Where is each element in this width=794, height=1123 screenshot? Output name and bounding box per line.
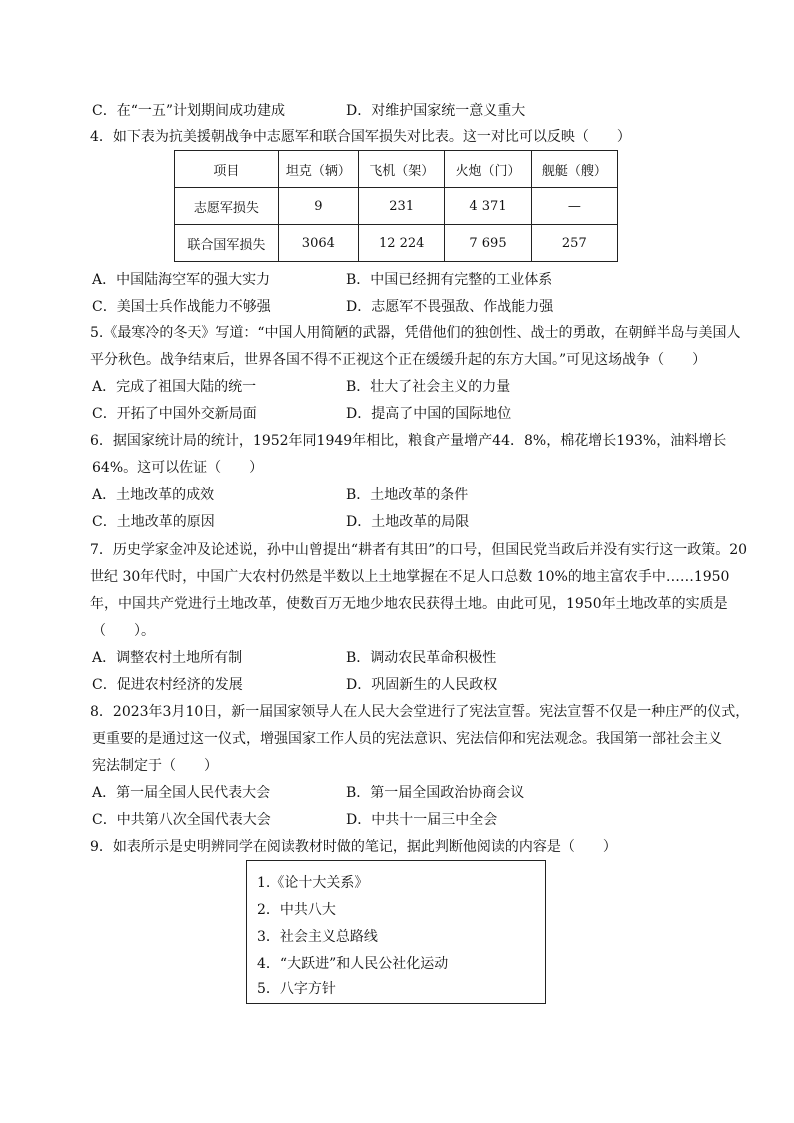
q8-option-b: B．第一届全国政治协商会议 [346, 785, 525, 801]
table-cell: 4 371 [445, 188, 531, 225]
table-cell: 12 224 [359, 225, 445, 262]
q8-stem-line3: 宪法制定于（ ） [92, 758, 218, 774]
note-item: 1.《论十大关系》 [257, 875, 369, 891]
q8-option-a: A．第一届全国人民代表大会 [92, 785, 271, 801]
loss-comparison-table [174, 150, 618, 262]
q6-option-a: A．土地改革的成效 [92, 487, 215, 503]
q7-option-c: C．促进农村经济的发展 [92, 677, 243, 693]
q6-stem-line2: 64%。这可以佐证（ ） [92, 460, 264, 476]
q7-stem-line4: （ ）。 [92, 623, 155, 639]
q7-stem-line1: 7．历史学家金冲及论述说，孙中山曾提出“耕者有其田”的口号，但国民党当政后并没有实行这一政策。20 [90, 542, 748, 558]
q4-stem: 4．如下表为抗美援朝战争中志愿军和联合国军损失对比表。这一对比可以反映（ ） [90, 129, 631, 145]
table-cell: — [531, 188, 617, 225]
table-cell: 7 695 [445, 225, 531, 262]
q3-option-d: D．对维护国家统一意义重大 [346, 103, 526, 119]
q8-stem-line1: 8．2023年3月10日，新一届国家领导人在人民大会堂进行了宪法宣誓。宪法宣誓不仅是一种庄严的仪式， [90, 704, 750, 720]
table-header-cell: 飞机（架） [359, 151, 445, 188]
table-header-cell: 火炮（门） [445, 151, 531, 188]
q4-option-c: C．美国士兵作战能力不够强 [92, 299, 271, 315]
table-header-cell: 坦克（辆） [278, 151, 358, 188]
q4-option-d: D．志愿军不畏强敌、作战能力强 [346, 299, 554, 315]
table-cell: 3064 [278, 225, 358, 262]
note-item: 5．八字方针 [257, 981, 336, 997]
q5-option-a: A．完成了祖国大陆的统一 [92, 379, 257, 395]
table-header-cell: 项目 [175, 151, 279, 188]
q4-option-b: B．中国已经拥有完整的工业体系 [346, 272, 553, 288]
q6-stem-line1: 6．据国家统计局的统计，1952年同1949年相比，粮食产量增产44．8%，棉花增长193%，油料增长 [90, 433, 727, 449]
note-item: 3．社会主义总路线 [257, 929, 378, 945]
q7-stem-line3: 年，中国共产党进行土地改革，使数百万无地少地农民获得土地。由此可见，1950年土地改革的实质是 [90, 596, 728, 612]
q3-option-c: C．在“一五”计划期间成功建成 [92, 103, 286, 119]
q7-option-b: B．调动农民革命积极性 [346, 650, 497, 666]
note-item: 4．“大跃进”和人民公社化运动 [257, 956, 449, 972]
q6-option-c: C．土地改革的原因 [92, 514, 215, 530]
q8-option-d: D．中共十一届三中全会 [346, 812, 498, 828]
q4-option-a: A．中国陆海空军的强大实力 [92, 272, 271, 288]
table-cell: 联合国军损失 [175, 225, 279, 262]
table-row [175, 225, 618, 262]
table-cell: 志愿军损失 [175, 188, 279, 225]
q6-option-b: B．土地改革的条件 [346, 487, 469, 503]
q5-option-b: B．壮大了社会主义的力量 [346, 379, 511, 395]
table-header-cell: 舰艇（艘） [531, 151, 617, 188]
q5-stem-line1: 5.《最寒冷的冬天》写道：“中国人用简陋的武器，凭借他们的独创性、战士的勇敢，在朝鲜半岛与美国人 [90, 325, 741, 341]
table-cell: 257 [531, 225, 617, 262]
q9-stem: 9．如表所示是史明辨同学在阅读教材时做的笔记，据此判断他阅读的内容是（ ） [90, 839, 617, 855]
q8-option-c: C．中共第八次全国代表大会 [92, 812, 271, 828]
note-item: 2．中共八大 [257, 902, 336, 918]
q6-option-d: D．土地改革的局限 [346, 514, 470, 530]
table-row [175, 188, 618, 225]
table-cell: 231 [359, 188, 445, 225]
q8-stem-line2: 更重要的是通过这一仪式，增强国家工作人员的宪法意识、宪法信仰和宪法观念。我国第一部社会主义 [92, 731, 722, 747]
table-header-row [175, 151, 618, 188]
q7-option-d: D．巩固新生的人民政权 [346, 677, 498, 693]
q5-option-d: D．提高了中国的国际地位 [346, 406, 512, 422]
q7-option-a: A．调整农村土地所有制 [92, 650, 243, 666]
reading-notes-box [246, 860, 546, 1004]
q5-option-c: C．开拓了中国外交新局面 [92, 406, 257, 422]
q7-stem-line2: 世纪 30年代时，中国广大农村仍然是半数以上土地掌握在不足人口总数 10%的地主富农手中……1950 [90, 569, 730, 585]
table-cell: 9 [278, 188, 358, 225]
q5-stem-line2: 平分秋色。战争结束后，世界各国不得不正视这个正在缓缓升起的东方大国。”可见这场战争（ ） [90, 352, 707, 368]
